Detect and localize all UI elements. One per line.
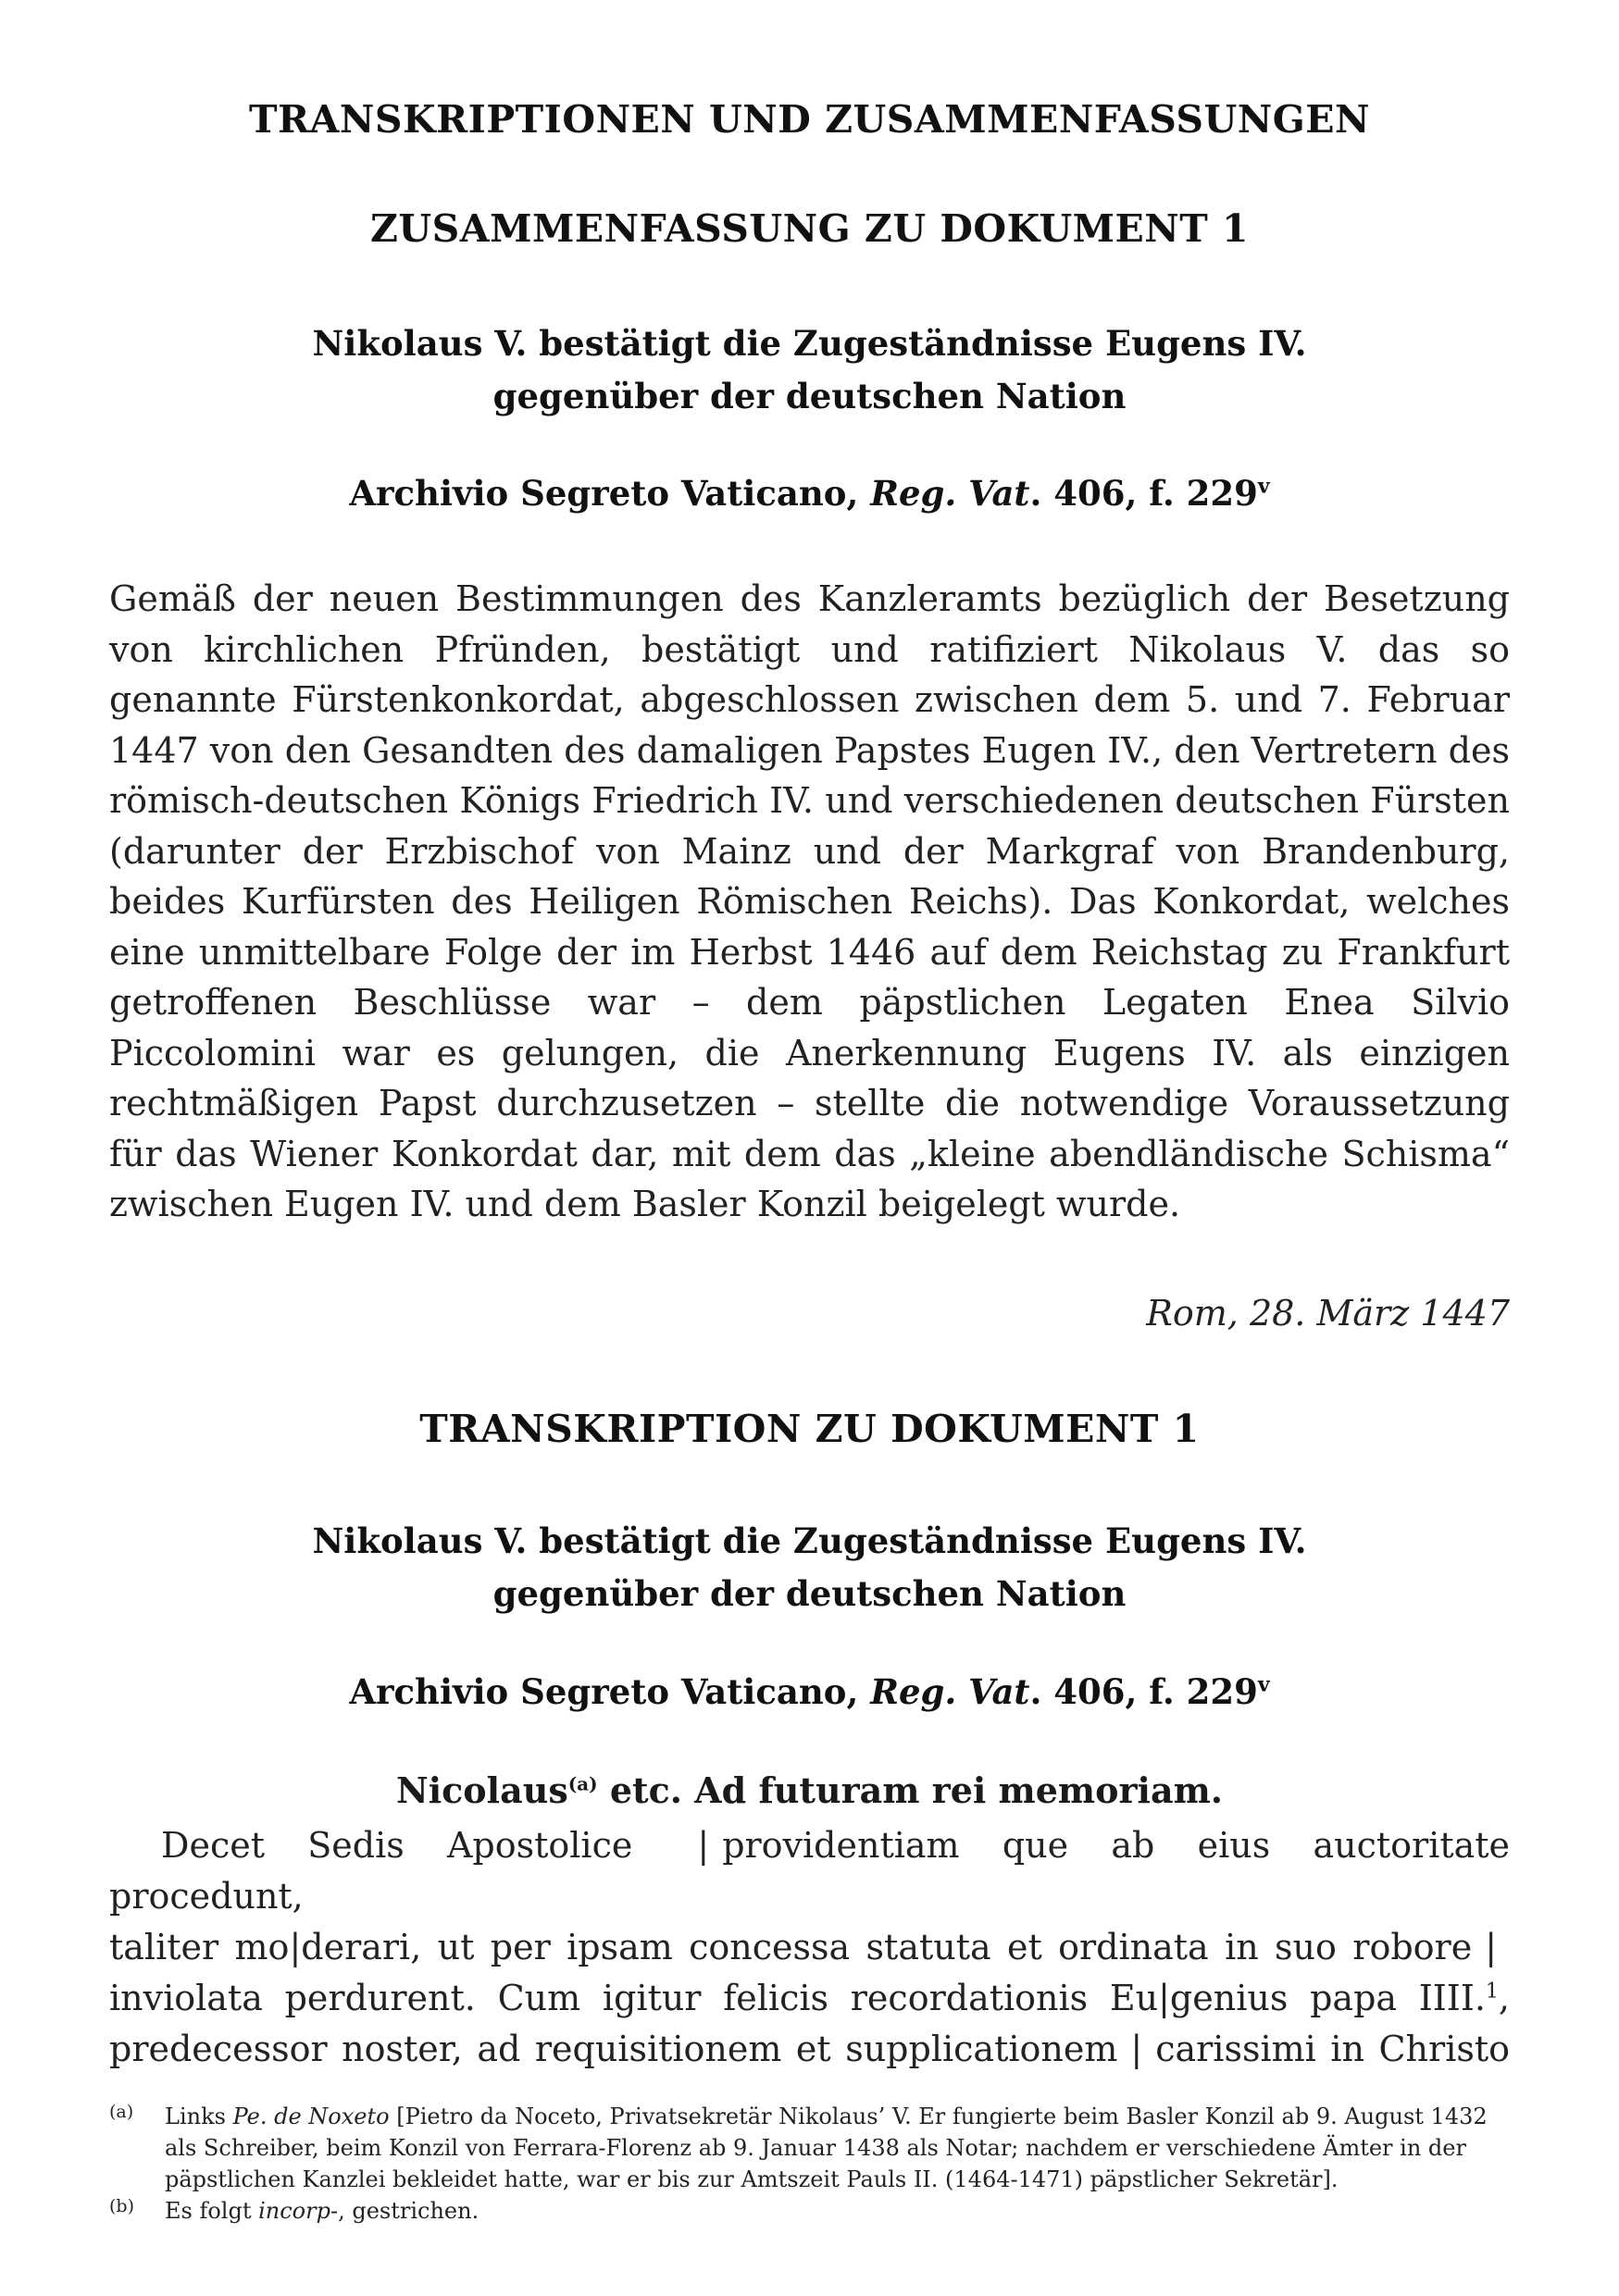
incipit-footnote-mark: (a) [567,1772,598,1795]
latin-line-4: predecessor noster, ad requisitionem et supplicationem | carissimi in Christo [109,2029,1510,2069]
transcription-subtitle-line1: Nikolaus V. bestätigt die Zugeständnisse Eugens IV. [312,1520,1307,1561]
archive-italic: Reg. Vat [870,473,1030,514]
summary-subtitle [109,317,1510,423]
incipit [109,1769,1510,1811]
archive-prefix: Archivio Segreto Vaticano, [349,1671,871,1712]
summary-paragraph: Gemäß der neuen Bestimmungen des Kanzleramts bezüglich der Besetzung von kirchlichen Pfründen, bestätigt und ratifiziert Nikolaus V. das so genannte Fürstenkonkordat, abgeschlossen zwischen dem 5. und 7. Februar 1447 von den Gesandten des damaligen Papstes Eugen IV., den Vertretern des römisch-deutschen Königs Friedrich IV. und verschiedenen deutschen Fürsten (darunter der Erzbischof von Mainz und der Markgraf von Brandenburg, beides Kurfürsten des Heiligen Römischen Reichs). Das Konkordat, welches eine unmittelbare Folge der im Herbst 1446 auf dem Reichstag zu Frankfurt getroffenen Beschlüsse war – dem päpstlichen Legaten Enea Silvio Piccolomini war es gelungen, die Anerkennung Eugens IV. als einzigen rechtmäßigen Papst durchzusetzen – stellte die notwendige Voraussetzung für das Wiener Konkordat dar, mit dem das „kleine abendländische Schisma“ zwischen Eugen IV. und dem Basler Konzil beigelegt wurde. [109,578,1510,1224]
main-title: TRANSKRIPTIONEN UND ZUSAMMENFASSUNGEN [248,97,1371,142]
footnote-a: (a) Links Pe. de Noxeto [Pietro da Noceto, Privatsekretär Nikolaus’ V. Er fungierte beim Basler Konzil ab 9. August 1432 als Schreiber, beim Konzil von Ferrara-Florenz ab 9. Januar 1438 als Notar; nachdem er verschiedene Ämter in der päpstlichen Kanzlei bekleidet hatte, war er bis zur Amtszeit Pauls II. (1464-1471) päpstlicher Sekretär]. [109,2101,1510,2195]
latin-line-2: taliter mo|derari, ut per ipsam concessa statuta et ordinata in suo robore | [109,1927,1497,1967]
incipit-name: Nicolaus [395,1769,568,1811]
transcription-heading: TRANSKRIPTION ZU DOKUMENT 1 [419,1407,1200,1451]
transcription-archive-reference [109,1666,1510,1719]
archive-suffix: . 406, f. 229 [1029,473,1258,514]
summary-subtitle-line2: gegenüber der deutschen Nation [492,376,1127,416]
transcription-subtitle-line2: gegenüber der deutschen Nation [492,1573,1127,1614]
incipit-text: etc. Ad futuram rei memoriam. [597,1769,1223,1811]
transcription-subtitle [109,1515,1510,1620]
archive-sup: v [1257,474,1270,499]
latin-line-1: Decet Sedis Apostolice | providentiam que ab eius auctoritate procedunt, [109,1825,1511,1917]
summary-archive-reference [109,467,1510,520]
summary-heading: ZUSAMMENFASSUNG ZU DOKUMENT 1 [369,206,1250,251]
archive-sup: v [1257,1672,1270,1697]
footnote-mark: (a) [109,2102,134,2122]
summary-body [109,574,1510,1230]
footnote-b: (b) Es folgt incorp-, gestrichen. [109,2195,1510,2227]
footnote-mark: (b) [109,2196,134,2216]
footnote-ref-1: 1 [1485,1980,1499,2004]
archive-italic: Reg. Vat [870,1671,1030,1712]
summary-date: Rom, 28. März 1447 [1146,1293,1510,1334]
archive-prefix: Archivio Segreto Vaticano, [349,473,871,514]
latin-line-3: inviolata perdurent. Cum igitur felicis recordationis Eu|genius papa IIII.$^1$, [109,1978,1511,2018]
footnotes [109,2101,1510,2227]
summary-subtitle-line1: Nikolaus V. bestätigt die Zugeständnisse Eugens IV. [312,323,1307,364]
archive-suffix: . 406, f. 229 [1029,1671,1258,1712]
latin-transcription [109,1820,1510,2075]
